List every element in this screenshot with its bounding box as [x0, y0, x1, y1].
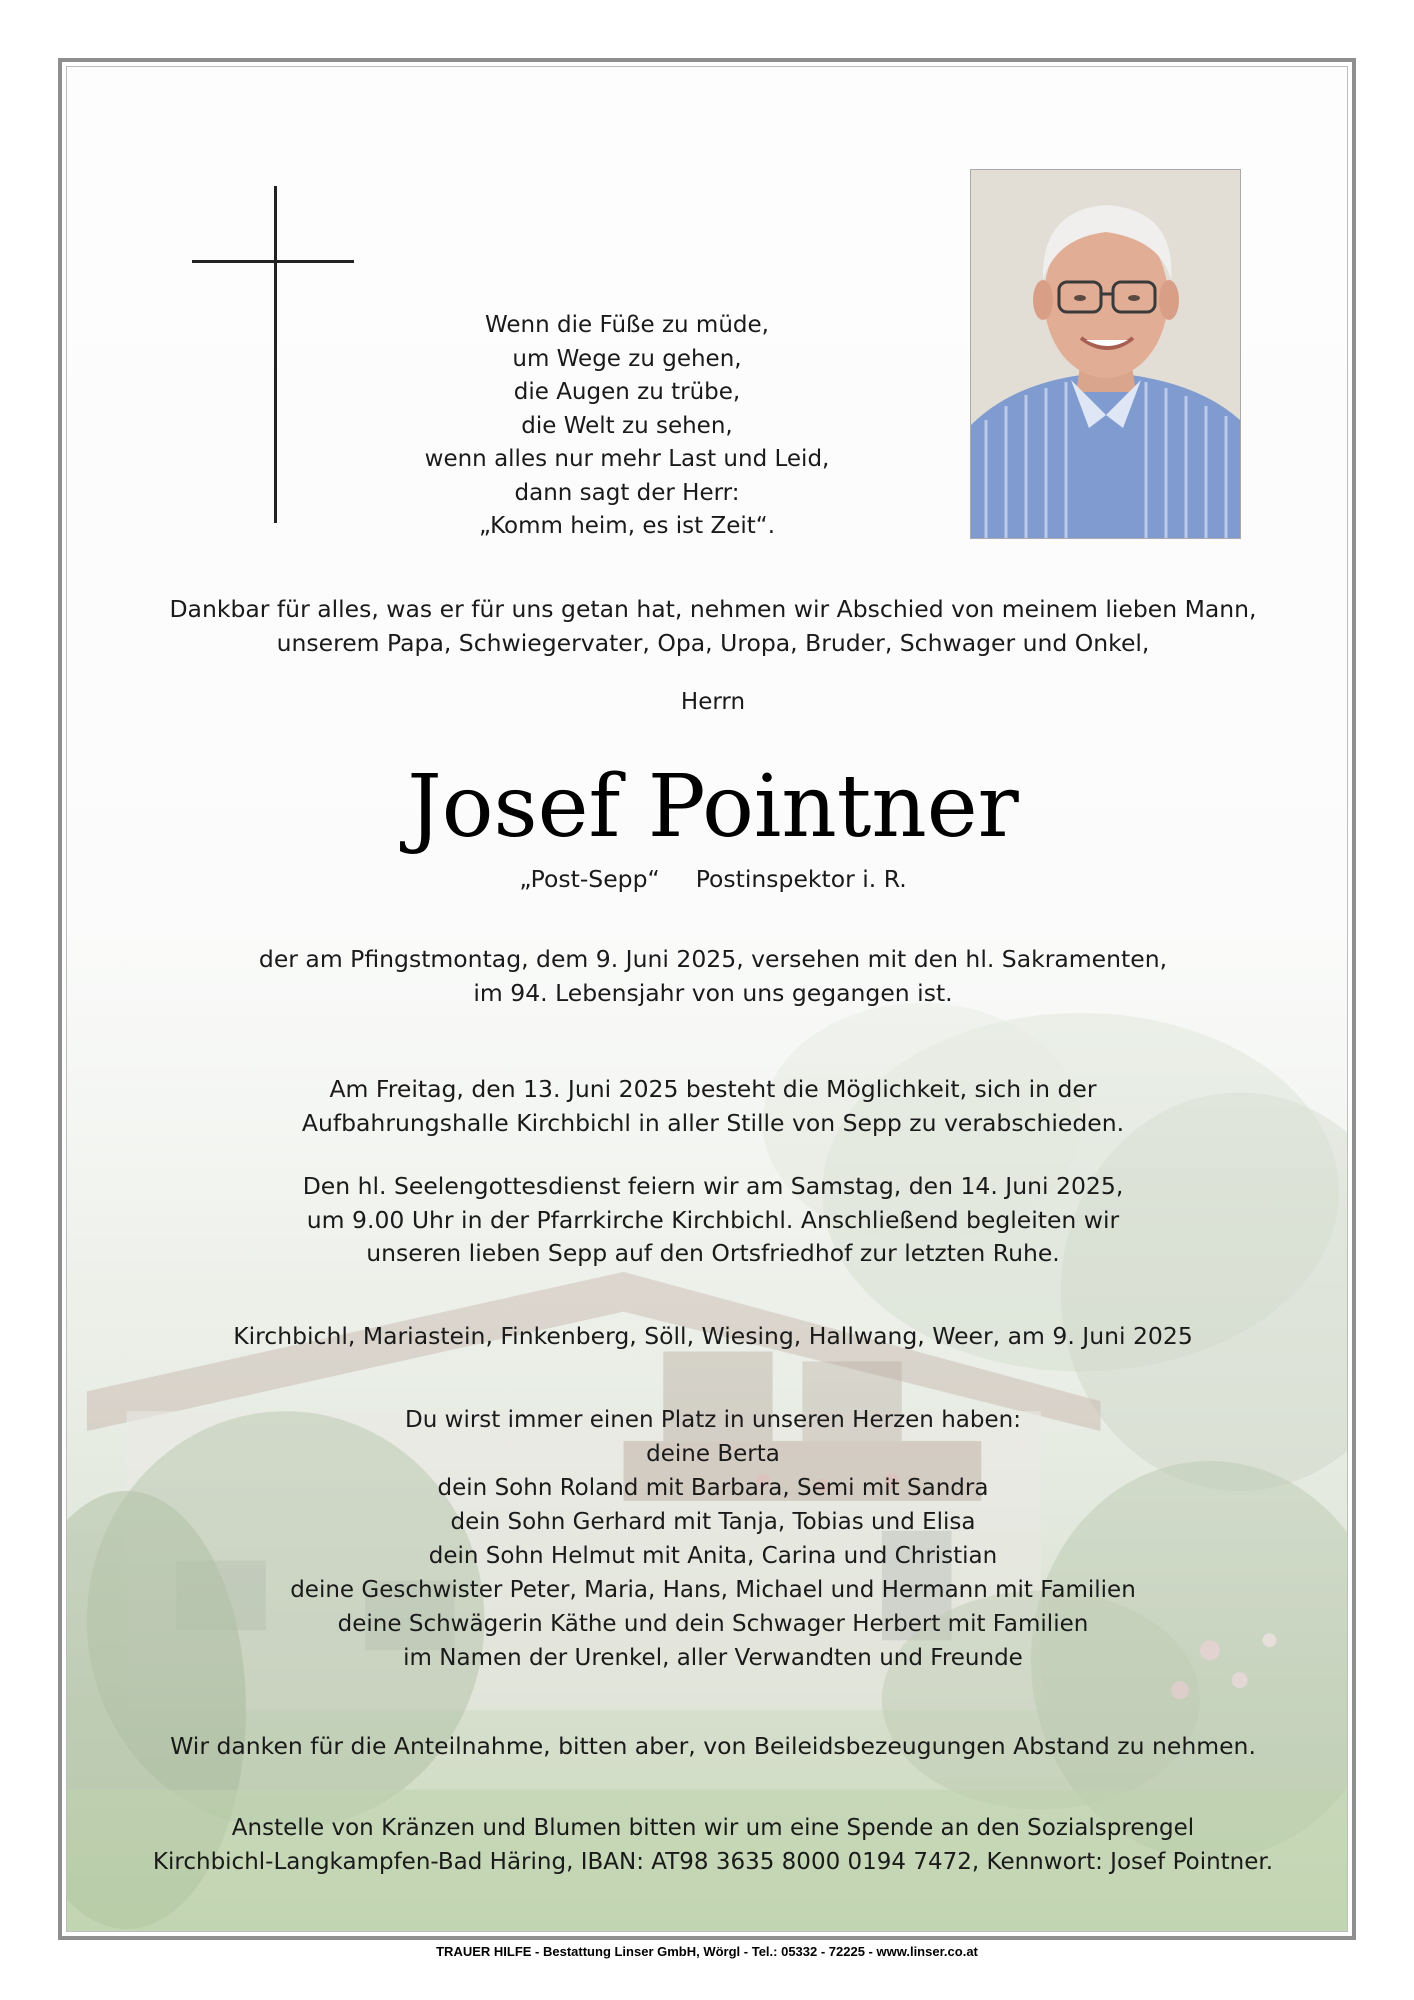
deceased-subtitle: [107, 865, 1319, 893]
mourners-list: [107, 1403, 1319, 1675]
death-notice: [107, 943, 1319, 1010]
portrait-illustration: [971, 170, 1240, 538]
mourners-line: deine Geschwister Peter, Maria, Hans, Michael und Hermann mit Familien: [290, 1577, 1136, 1603]
donation-line: Anstelle von Kränzen und Blumen bitten wir um eine Spende an den Sozialsprengel: [231, 1815, 1195, 1841]
viewing-line: Am Freitag, den 13. Juni 2025 besteht die Möglichkeit, sich in der: [329, 1075, 1097, 1103]
mourners-line: Du wirst immer einen Platz in unseren Herzen haben:: [405, 1407, 1021, 1433]
service-line: um 9.00 Uhr in der Pfarrkirche Kirchbichl. Anschließend begleiten wir: [306, 1205, 1120, 1234]
deceased-title: Postinspektor i. R.: [695, 865, 907, 893]
cross-icon: [274, 186, 277, 523]
viewing-line: Aufbahrungshalle Kirchbichl in aller Stille von Sepp zu verabschieden.: [301, 1108, 1125, 1137]
portrait-photo: [970, 169, 1241, 539]
death-notice-line: im 94. Lebensjahr von uns gegangen ist.: [473, 978, 953, 1007]
donation-note: [107, 1812, 1319, 1879]
poem-line: die Welt zu sehen,: [521, 412, 733, 439]
obituary-frame: [58, 58, 1356, 1940]
places-date: Kirchbichl, Mariastein, Finkenberg, Söll, Wiesing, Hallwang, Weer, am 9. Juni 2025: [233, 1322, 1193, 1350]
service-line: Den hl. Seelengottesdienst feiern wir am Samstag, den 14. Juni 2025,: [302, 1172, 1124, 1200]
donation-line: Kirchbichl-Langkampfen-Bad Häring, IBAN: AT98 3635 8000 0194 7472, Kennwort: Josef Pointner.: [152, 1848, 1274, 1875]
service-line: unseren lieben Sepp auf den Ortsfriedhof zur letzten Ruhe.: [366, 1239, 1060, 1267]
obituary-card: [66, 66, 1348, 1932]
deceased-nickname: „Post-Sepp“: [519, 865, 660, 893]
mourners-line: deine Schwägerin Käthe und dein Schwager Herbert mit Familien: [337, 1611, 1089, 1637]
poem-line: die Augen zu trübe,: [513, 379, 741, 405]
poem: [397, 309, 857, 544]
poem-line: wenn alles nur mehr Last und Leid,: [424, 446, 830, 472]
cross-icon-bar: [192, 260, 354, 263]
thanks-note: Wir danken für die Anteilnahme, bitten aber, von Beileidsbezeugungen Abstand zu nehmen.: [170, 1732, 1256, 1760]
intro-paragraph: [107, 593, 1319, 660]
mourners-line: deine Berta: [646, 1441, 780, 1467]
salutation: Herrn: [680, 689, 746, 715]
poem-line: um Wege zu gehen,: [512, 345, 742, 372]
poem-line: Wenn die Füße zu müde,: [485, 312, 769, 338]
intro-line: Dankbar für alles, was er für uns getan hat, nehmen wir Abschied von meinem lieben Mann,: [169, 595, 1257, 623]
mourners-line: dein Sohn Helmut mit Anita, Carina und Christian: [428, 1543, 998, 1569]
poem-line: dann sagt der Herr:: [514, 479, 740, 506]
mourners-line: dein Sohn Roland mit Barbara, Semi mit Sandra: [437, 1475, 989, 1501]
deceased-name: Josef Pointner: [407, 757, 1019, 857]
footer-funeral-home: TRAUER HILFE - Bestattung Linser GmbH, Wörgl - Tel.: 05332 - 72225 - www.linser.co.at: [436, 1944, 978, 1959]
poem-line: „Komm heim, es ist Zeit“.: [478, 513, 776, 539]
service-paragraph: [107, 1170, 1319, 1271]
intro-line: unserem Papa, Schwiegervater, Opa, Uropa, Bruder, Schwager und Onkel,: [276, 628, 1150, 657]
mourners-line: dein Sohn Gerhard mit Tanja, Tobias und Elisa: [450, 1509, 976, 1535]
viewing-paragraph: [107, 1073, 1319, 1140]
mourners-line: im Namen der Urenkel, aller Verwandten und Freunde: [403, 1645, 1023, 1671]
death-notice-line: der am Pfingstmontag, dem 9. Juni 2025, versehen mit den hl. Sakramenten,: [258, 945, 1168, 973]
